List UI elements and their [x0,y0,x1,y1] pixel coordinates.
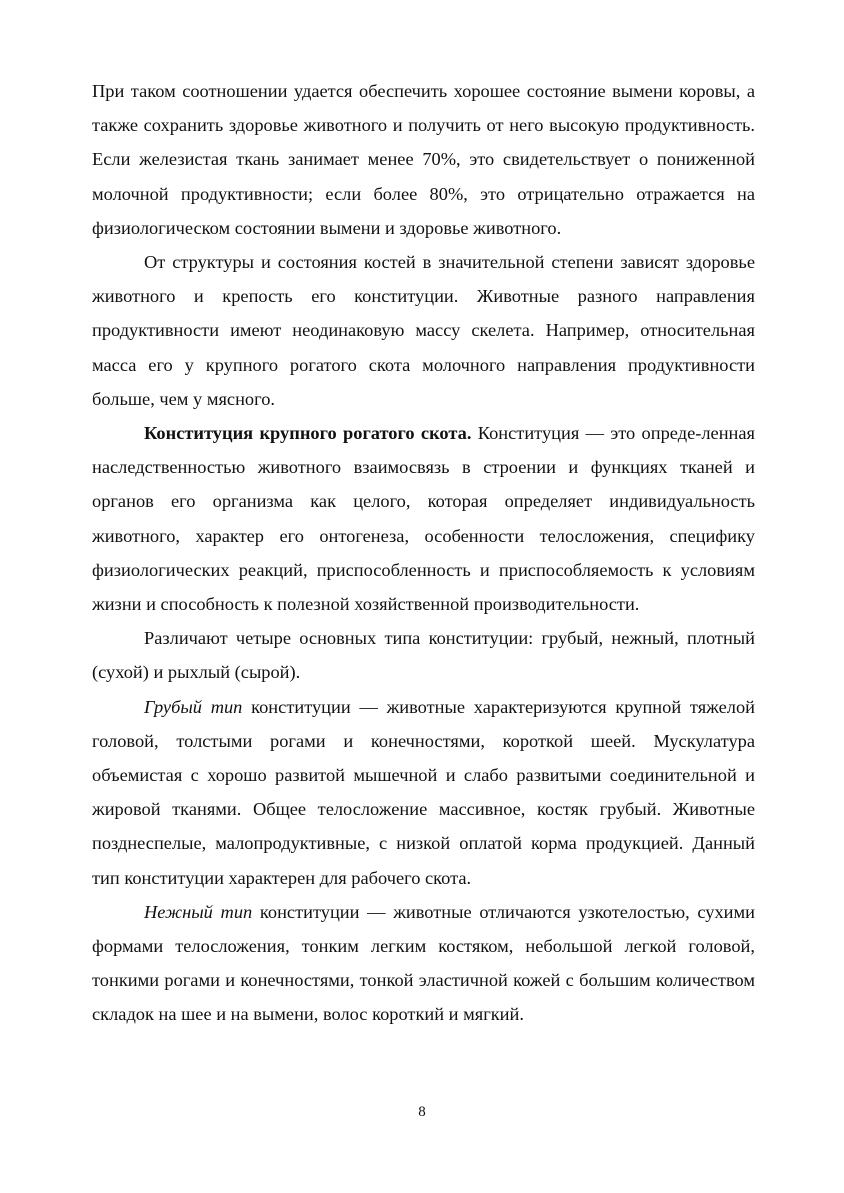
paragraph-constitution-types: Различают четыре основных типа конституции: грубый, нежный, плотный (сухой) и рыхлый (сырой). [92,628,755,683]
paragraph-bone-structure: От структуры и состояния костей в значительной степени зависят здоровье животного и крепость его конституции. Животные разного направления продуктивности имеют неодинаковую массу скелета. Например, относительная масса его у крупного рогатого скота молочного направления продуктивности больше, чем у мясного. [92,252,755,409]
paragraph-delicate-type-text: конституции — животные отличаются узкотелостью, сухими формами телосложения, тонким легким костяком, небольшой легкой головой, тонкими рогами и конечностями, тонкой эластичной кожей с большим количеством складок на шее и на вымени, волос короткий и мягкий. [92,901,756,1025]
paragraph-delicate-type [92,895,755,1032]
section-heading-constitution: Конституция крупного рогатого скота. [144,423,472,444]
document-page [92,74,755,1032]
paragraph-coarse-type [92,690,755,895]
paragraph-udder-ratio: При таком соотношении удается обеспечить хорошее состояние вымени коровы, а также сохранить здоровье животного и получить от него высокую продуктивность. Если железистая ткань занимает менее 70%, это свидетельствует о пониженной молочной продуктивности; если более 80%, это отрицательно отражается на физиологическом состоянии вымени и здоровье животного. [92,81,755,238]
term-delicate-type: Нежный тип [144,901,253,922]
page-number: 8 [418,1104,426,1120]
paragraph-constitution-text: Конституция — это опреде-ленная наследственностью животного взаимосвязь в строении и функциях тканей и органов его организма как целого, которая определяет индивидуальность животного, характер его онтогенеза, особенности телосложения, специфику физиологических реакций, приспособленность и приспособляемость к условиям жизни и способность к полезной хозяйственной производительности. [92,423,755,615]
paragraph-coarse-type-text: конституции — животные характеризуются крупной тяжелой головой, толстыми рогами и конечностями, короткой шеей. Мускулатура объемистая с хорошо развитой мышечной и слабо развитыми соединительной и жировой тканями. Общее телосложение массивное, костяк грубый. Животные позднеспелые, малопродуктивные, с низкой оплатой корма продукцией. Данный тип конституции характерен для рабочего скота. [92,696,755,888]
term-coarse-type: Грубый тип [144,696,243,717]
paragraph-constitution-definition [92,416,755,621]
